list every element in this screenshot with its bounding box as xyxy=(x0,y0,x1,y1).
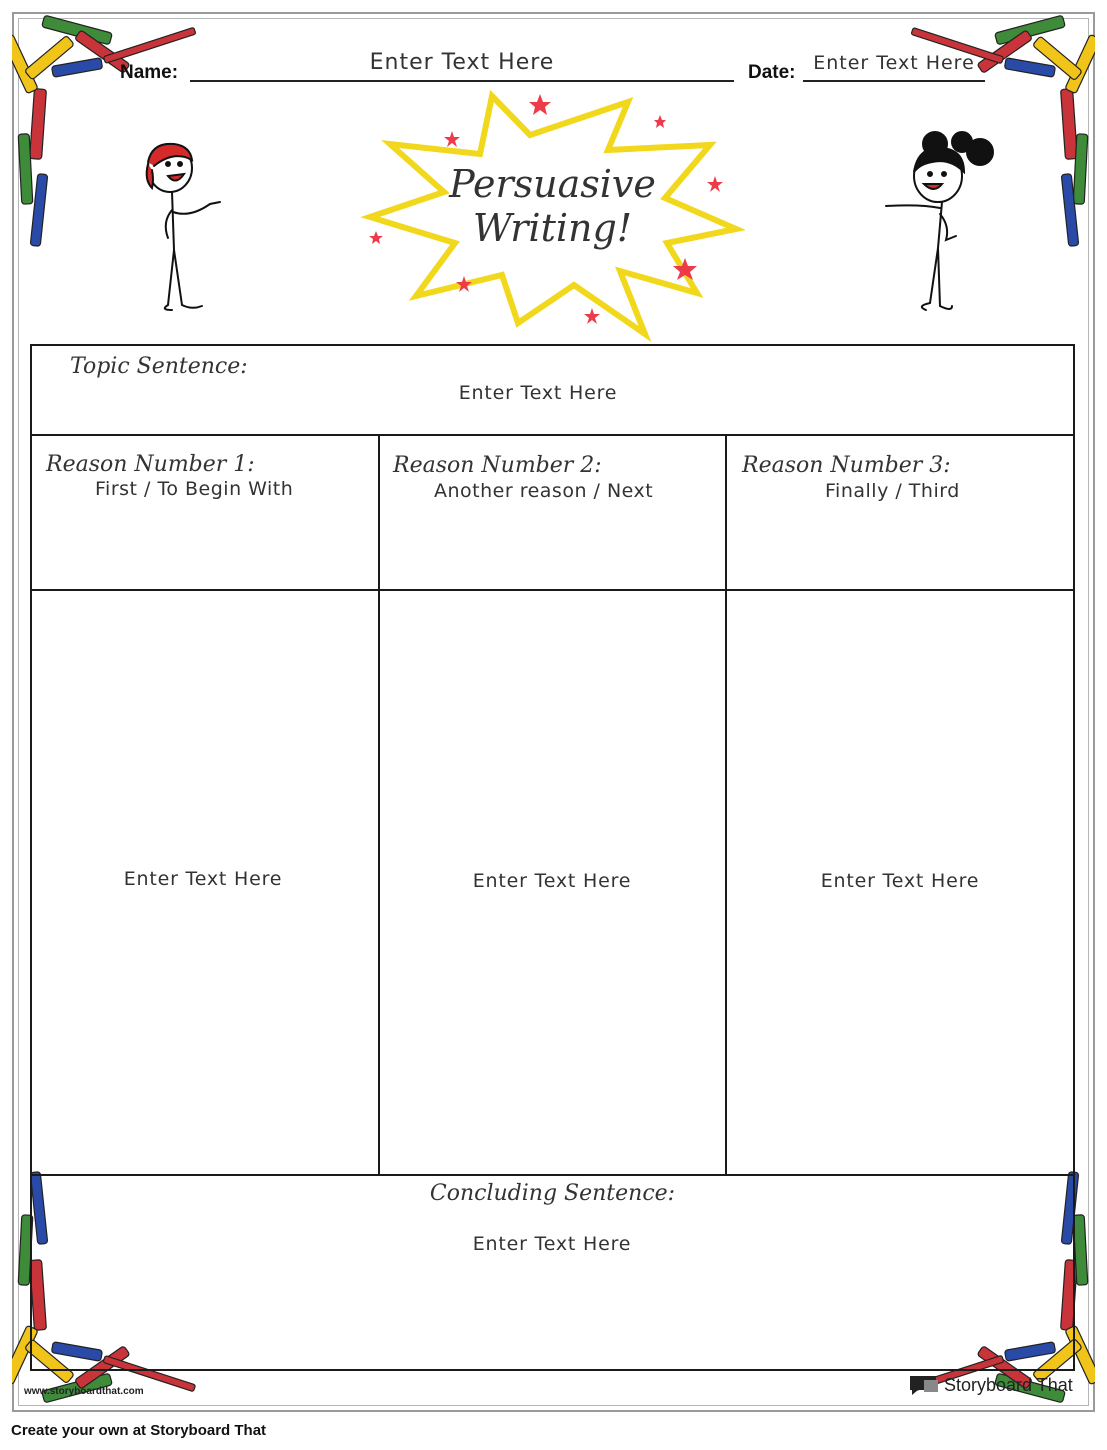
divider-topic xyxy=(32,434,1073,436)
page-title-line: Writing! xyxy=(472,206,633,250)
date-underline xyxy=(803,80,985,82)
name-field[interactable]: Enter Text Here xyxy=(369,50,555,75)
page-title-line: Persuasive xyxy=(449,162,656,206)
name-label: Name: xyxy=(120,62,179,83)
watermark-url: www.storyboardthat.com xyxy=(24,1386,144,1397)
reason-1-hint: First / To Begin With xyxy=(95,478,294,500)
boy-stick-figure-icon xyxy=(140,140,230,319)
concluding-sentence-field[interactable]: Enter Text Here xyxy=(472,1233,632,1255)
reason-1-label: Reason Number 1: xyxy=(46,452,255,477)
date-field[interactable]: Enter Text Here xyxy=(813,52,975,74)
divider-conclusion xyxy=(32,1174,1073,1176)
reason-3-hint: Finally / Third xyxy=(825,480,960,502)
reason-2-label: Reason Number 2: xyxy=(393,453,602,478)
divider-col-2 xyxy=(725,434,727,1176)
name-underline xyxy=(190,80,734,82)
reason-2-hint: Another reason / Next xyxy=(434,480,654,502)
girl-stick-figure-icon xyxy=(880,128,1000,322)
footer-credit[interactable]: Create your own at Storyboard That xyxy=(11,1422,267,1439)
watermark-logo xyxy=(908,1374,1078,1398)
watermark-brand: Storyboard That xyxy=(944,1375,1073,1395)
topic-sentence-label: Topic Sentence: xyxy=(70,354,248,379)
reason-1-field[interactable]: Enter Text Here xyxy=(123,868,283,890)
reason-3-field[interactable]: Enter Text Here xyxy=(820,870,980,892)
storyboard-logo-icon xyxy=(908,1374,940,1396)
reason-2-field[interactable]: Enter Text Here xyxy=(472,870,632,892)
concluding-sentence-label: Concluding Sentence: xyxy=(429,1181,676,1206)
divider-col-1 xyxy=(378,434,380,1176)
page-title xyxy=(400,162,705,250)
reason-3-label: Reason Number 3: xyxy=(742,453,951,478)
divider-reason-headers xyxy=(32,589,1073,591)
topic-sentence-field[interactable]: Enter Text Here xyxy=(458,382,618,404)
date-label: Date: xyxy=(748,62,796,83)
